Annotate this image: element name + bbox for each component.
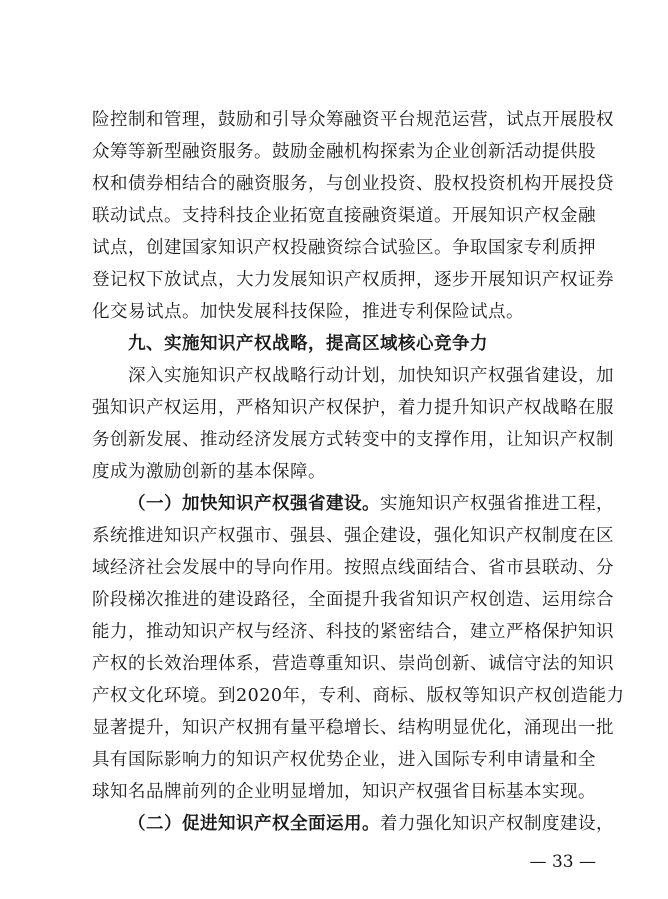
page-number: — 33 — [529, 852, 596, 872]
text-line: 化交易试点。加快发展科技保险，推进专利保险试点。 [92, 302, 524, 322]
text-line: 权和债券相结合的融资服务，与创业投资、股权投资机构开展投贷 [92, 174, 614, 194]
text-line: 险控制和管理，鼓励和引导众筹融资平台规范运营，试点开展股权 [92, 110, 614, 130]
text-line: 产权文化环境。到2020年，专利、商标、版权等知识产权创造能力 [92, 686, 625, 706]
text-line: 显著提升，知识产权拥有量平稳增长、结构明显优化，涌现出一批 [92, 718, 614, 738]
text-line [128, 810, 614, 838]
subsection-lead: （二）促进知识产权全面运用。 [128, 814, 380, 834]
text-line: 务创新发展、推动经济发展方式转变中的支撑作用，让知识产权制 [92, 430, 614, 450]
text-run: 实施知识产权强省推进工程， [380, 494, 614, 514]
text-line: 阶段梯次推进的建设路径，全面提升我省知识产权创造、运用综合 [92, 590, 614, 610]
text-line: 能力，推动知识产权与经济、科技的紧密结合，建立严格保护知识 [92, 622, 614, 642]
text-line: 域经济社会发展中的导向作用。按照点线面结合、省市县联动、分 [92, 558, 614, 578]
text-run: 着力强化知识产权制度建设， [380, 814, 614, 834]
text-line: 度成为激励创新的基本保障。 [92, 462, 326, 482]
text-line: 球知名品牌前列的企业明显增加，知识产权强省目标基本实现。 [92, 782, 596, 802]
text-line: 登记权下放试点，大力发展知识产权质押，逐步开展知识产权证券 [92, 270, 614, 290]
text-line: 试点，创建国家知识产权投融资综合试验区。争取国家专利质押 [92, 238, 596, 258]
text-line: 联动试点。支持科技企业拓宽直接融资渠道。开展知识产权金融 [92, 206, 596, 226]
subsection-lead: （一）加快知识产权强省建设。 [128, 494, 380, 514]
section-heading: 九、实施知识产权战略，提高区域核心竞争力 [128, 334, 488, 354]
text-line: 系统推进知识产权强市、强县、强企建设，强化知识产权制度在区 [92, 526, 614, 546]
text-line: 具有国际影响力的知识产权优势企业，进入国际专利申请量和全 [92, 750, 596, 770]
text-line: 产权的长效治理体系，营造尊重知识、崇尚创新、诚信守法的知识 [92, 654, 614, 674]
text-line: 强知识产权运用，严格知识产权保护，着力提升知识产权战略在服 [92, 398, 614, 418]
text-line: 深入实施知识产权战略行动计划，加快知识产权强省建设，加 [128, 366, 614, 386]
text-line [128, 490, 614, 518]
text-line: 众筹等新型融资服务。鼓励金融机构探索为企业创新活动提供股 [92, 142, 596, 162]
